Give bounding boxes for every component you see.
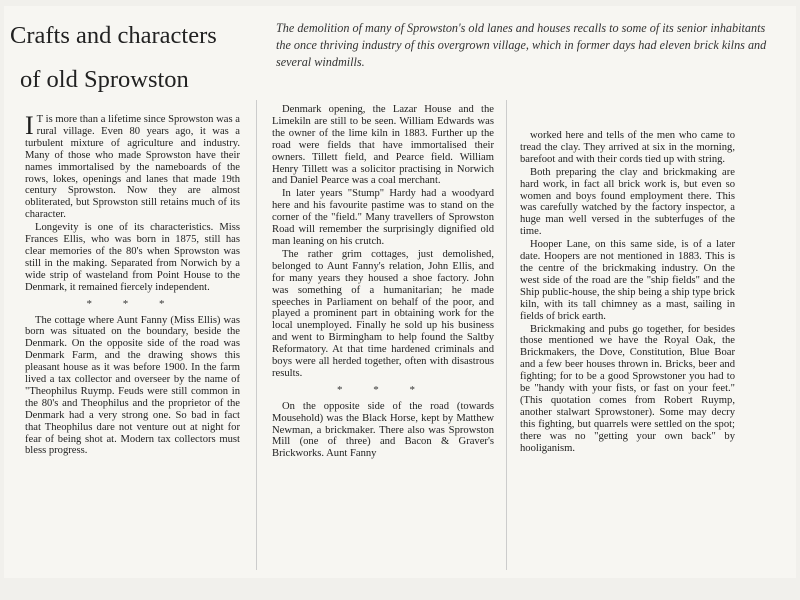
paragraph: Denmark opening, the Lazar House and the Limekiln are still to be seen. William Edwards was the owner of the lime kiln in 1883. Further up the road were fields that have immortalised their owners. Tillett field, and Pearce field. William Henry Tillett was a solicitor practising in Norwich and Daniel Pearce was a coal merchant.	[272, 104, 494, 187]
drop-cap: I	[25, 114, 34, 140]
paragraph: Longevity is one of its characteristics. Miss Frances Ellis, who was born in 1875, still has clear memories of the 80's when Sprowston was still in the making. Separated from Norwich by a wide strip of wasteland from Point House to the Denmark, it remained fiercely independent.	[25, 222, 240, 293]
headline	[10, 14, 260, 102]
paragraph: In later years "Stump" Hardy had a woodyard here and his favourite pastime was to stand on the corner of the "field." Many travellers of Sprowston Road will remember the surprisingly dignified old man leaning on his crutch.	[272, 188, 494, 247]
article-column-2	[272, 104, 494, 574]
paragraph: The rather grim cottages, just demolished, belonged to Aunt Fanny's relation, John Ellis, and for many years they housed a shoe factory. John was something of a humanitarian; he made speeches in Parliament on behalf of the poor, and played a prominent part in obtaining work for the local unemployed. Finally he sold up his business and went to Birmingham to help found the Saltby Reformatory. At that time hardened criminals and boys were all herded together, often with disastrous results.	[272, 248, 494, 379]
paragraph: Hooper Lane, on this same side, is of a later date. Hoopers are not mentioned in 1883. This is the centre of the brickmaking industry. On the west side of the road are the "ship fields" and the Ship public-house, the ship being a ship type brick kiln, with its tall chimney as a mast, sailing in fields of brick earth.	[520, 239, 735, 322]
paragraph: Both preparing the clay and brickmaking are hard work, in fact all brick work is, but even so women and boys found employment there. This was carefully watched by the factory inspector, a huge man well versed in the subterfuges of the time.	[520, 166, 735, 238]
paragraph: Brickmaking and pubs go together, for besides those mentioned we have the Royal Oak, the Brickmakers, the Dove, Constitution, Blue Boar and a few beer houses thrown in. Bricks, beer and fighting; for to be a good Sprowstoner you had to be "handy with your fists, or fast on your feet." (This quotation comes from Robert Ruymp, another stalwart Sprowstoner). Some may decry this fighting, but quarrels were settled on the spot; there was no "getting your own back" by hooliganism.	[520, 323, 735, 454]
article-column-1	[25, 114, 240, 584]
article-column-3	[520, 130, 735, 600]
paragraph: The cottage where Aunt Fanny (Miss Ellis) was born was situated on the boundary, beside the Denmark. On the opposite side of the road was Denmark Farm, and the drawing shows this pleasant house as it was before 1900. In the farm lived a tax collector and overseer by the name of "Theophilus Ruymp. Feuds were still common in the 80's and Theophilus and the proprietor of the Denmark had a very strong one. So bad in fact that Theophilus dare not venture out at night for fear of being shot at. Modern tax collectors must bless progress.	[25, 314, 240, 457]
section-break: * * *	[86, 297, 179, 310]
headline-line-1: Crafts and characters	[10, 22, 217, 49]
column-divider	[256, 100, 257, 570]
paragraph: On the opposite side of the road (towards Mousehold) was the Black Horse, kept by Matthew Newman, a brickmaker. There also was Sprowston Mill (one of three) and Bacon & Graver's Brickworks. Aunt Fanny	[272, 400, 494, 460]
section-break: * * *	[337, 383, 429, 396]
headline-line-2: of old Sprowston	[20, 66, 189, 93]
paragraph: I T is more than a lifetime since Sprowston was a rural village. Even 80 years ago, it was a turbulent mixture of agriculture and industry. Many of those who made Sprowston have their names immortalised by the nameboards of the rows, lokes, openings and lanes that made 19th century Sprowston. Now they are almost obliterated, but Sprowston still retains much of its character.	[25, 114, 240, 221]
column-divider	[506, 100, 507, 570]
standfirst: The demolition of many of Sprowston's old lanes and houses recalls to some of its senior inhabitants the once thriving industry of this overgrown village, which in former days had eleven brick kilns and several windmills.	[276, 21, 767, 69]
paragraph: worked here and tells of the men who came to tread the clay. They arrived at six in the morning, barefoot and with their cords tied up with string.	[520, 130, 735, 165]
